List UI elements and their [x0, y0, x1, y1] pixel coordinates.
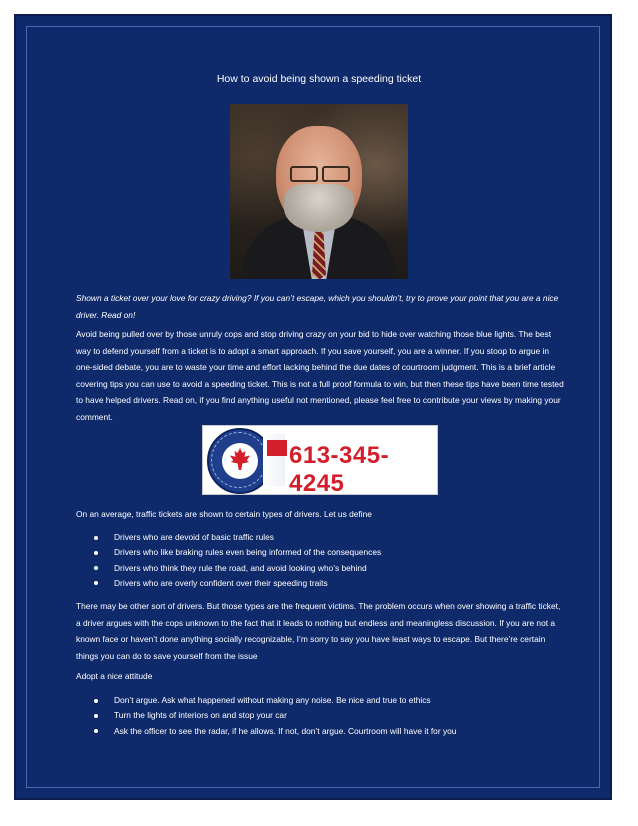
list-item [92, 561, 562, 576]
list-item-text: Drivers who are devoid of basic traffic rules [114, 532, 274, 542]
bullet-icon [94, 729, 98, 733]
author-photo [230, 104, 408, 279]
bullet-icon [94, 566, 98, 570]
page-title: How to avoid being shown a speeding ticket [216, 73, 422, 85]
list-item [92, 724, 562, 739]
bullet-icon [94, 551, 98, 555]
body-paragraph-1: Avoid being pulled over by those unruly cops and stop driving crazy on your bid to hide over watching those blue lights. The best way to defend yourself from a ticket is to adopt a smart approach. If you save yourself, you are a winner. If you stoop to argue in one-sided debate, you are to waste your time and effort lacking behind the due dates of courtroom judgment. This is a brief article covering tips you can use to avoid a speeding ticket. This is not a full proof formula to win, but then these tips have been time tested to have helped drivers. Read on, if you find anything useful not mentioned, please feel free to contribute your views by making your comment. [76, 329, 564, 422]
list-item-text: Ask the officer to see the radar, if he allows. If not, don’t argue. Courtroom will have it for you [114, 725, 457, 736]
bullet-icon [94, 699, 98, 703]
intro-paragraph: Shown a ticket over your love for crazy driving? If you can’t escape, which you shouldn’t, try to prove your point that you are a nice driver. Read on! [76, 293, 559, 320]
paralegal-banner [202, 425, 438, 495]
section-heading-attitude: Adopt a nice attitude [76, 671, 153, 681]
attitude-tips-list [92, 693, 562, 739]
phone-number: 613-345-4245 [289, 442, 390, 497]
list-item-text: Drivers who are overly confident over their speeding traits [114, 577, 328, 588]
list-item-text: Turn the lights of interiors on and stop your car [114, 710, 287, 721]
bullet-icon [94, 581, 98, 585]
driver-types-list [92, 530, 562, 591]
list-item [92, 545, 562, 560]
list-item [92, 576, 562, 591]
photo-beard [284, 184, 354, 232]
red-flag-badge [267, 440, 287, 456]
list-item-text: Drivers who think they rule the road, and avoid looking who’s behind [114, 562, 367, 573]
body-paragraph-2: On an average, traffic tickets are shown to certain types of drivers. Let us define [76, 509, 372, 519]
bullet-icon [94, 536, 98, 540]
photo-glasses-right [322, 166, 350, 182]
list-item [92, 708, 562, 723]
bullet-icon [94, 714, 98, 718]
list-item [92, 530, 562, 545]
photo-glasses-left [290, 166, 318, 182]
list-item-text: Don’t argue. Ask what happened without making any noise. Be nice and true to ethics [114, 695, 431, 705]
list-item-text: Drivers who like braking rules even being informed of the consequences [114, 547, 382, 558]
body-paragraph-3: There may be other sort of drivers. But those types are the frequent victims. The problem occurs when over showing a traffic ticket, a driver argues with the cops unknown to the fact that it leads to nothing but endless and meaningless discussion. If you are not a known face or haven’t done anything socially recognizable, I’m sorry to say you have least ways to escape. But there’re certain things you can do to save yourself from the issue [76, 601, 561, 661]
list-item [92, 693, 562, 708]
